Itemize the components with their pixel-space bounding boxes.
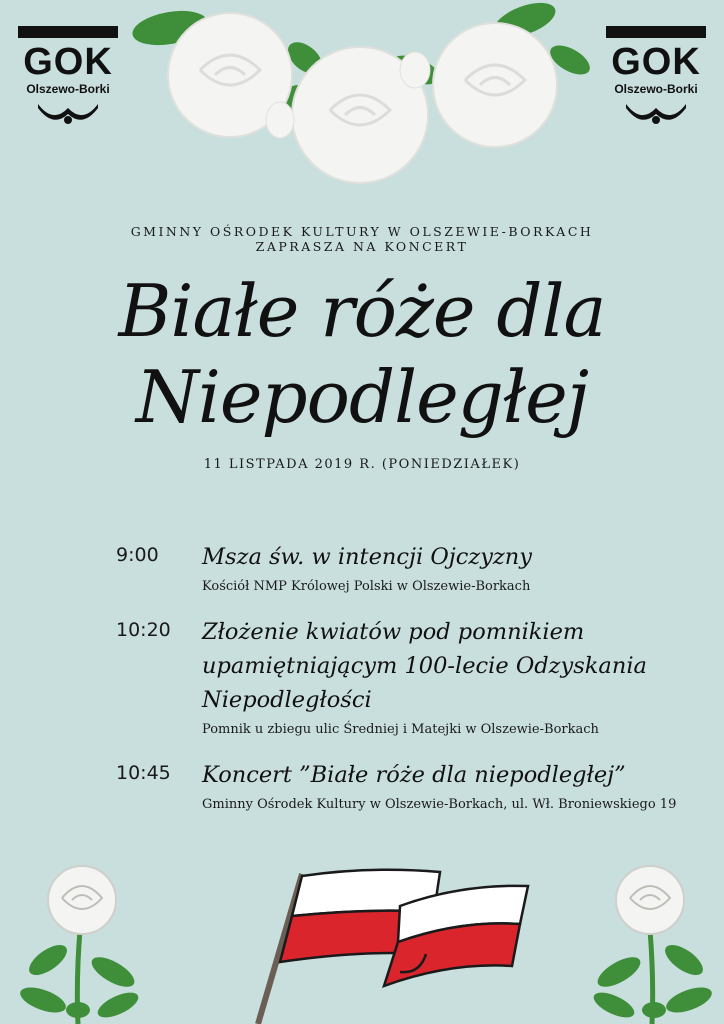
logo-ornament-bottom-icon: [33, 100, 103, 126]
white-rose-icon: [584, 860, 714, 1024]
white-roses-garland-icon: [130, 0, 600, 190]
schedule-time: 10:20: [116, 619, 171, 641]
schedule-title: Złożenie kwiatów pod pomnikiem upamiętniającym 100-lecie Odzyskania Niepodległości: [202, 619, 647, 713]
organizer-text: [0, 224, 724, 254]
schedule-time: 10:45: [116, 762, 171, 784]
gok-logo-left: [18, 18, 118, 126]
polish-flag-icon: [250, 862, 540, 1024]
schedule-title: Koncert ”Białe róże dla niepodległej”: [202, 762, 626, 788]
logo-subtitle: Olszewo-Borki: [26, 82, 110, 96]
organizer-line-2: ZAPRASZA NA KONCERT: [255, 239, 469, 254]
logo-ornament-top-icon: [18, 22, 118, 40]
logo-text: GOK: [611, 41, 701, 83]
schedule-place: Kościół NMP Królowej Polski w Olszewie-Borkach: [202, 579, 531, 594]
event-title: [0, 268, 724, 440]
schedule-item: [116, 540, 706, 597]
schedule: [116, 540, 706, 833]
logo-ornament-bottom-icon: [621, 100, 691, 126]
schedule-item: [116, 758, 706, 815]
logo-subtitle: Olszewo-Borki: [614, 82, 698, 96]
logo-ornament-top-icon: [606, 22, 706, 40]
title-line-1: Białe róże dla: [118, 269, 606, 353]
schedule-title: Msza św. w intencji Ojczyzny: [202, 544, 532, 570]
schedule-item: [116, 615, 706, 740]
title-line-2: Niepodległej: [135, 355, 589, 439]
white-rose-icon: [18, 860, 148, 1024]
schedule-place: Pomnik u zbiegu ulic Średniej i Matejki w Olszewie-Borkach: [202, 722, 599, 737]
logo-text: GOK: [23, 41, 113, 83]
organizer-line-1: GMINNY OŚRODEK KULTURY W OLSZEWIE-BORKACH: [130, 224, 594, 239]
schedule-time: 9:00: [116, 544, 159, 566]
gok-logo-right: [606, 18, 706, 126]
schedule-place: Gminny Ośrodek Kultury w Olszewie-Borkach, ul. Wł. Broniewskiego 19: [202, 797, 677, 812]
event-date: 11 LISTPADA 2019 R. (PONIEDZIAŁEK): [203, 457, 521, 472]
